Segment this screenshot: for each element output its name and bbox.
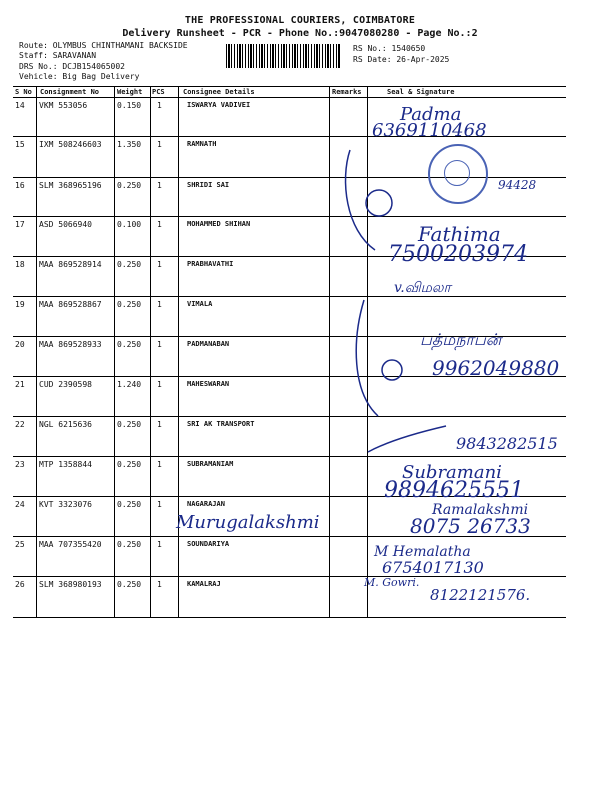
- handwritten-text: Ramalakshmi: [432, 502, 529, 518]
- cell-pcs: 1: [157, 220, 162, 229]
- col-remarks: Remarks: [332, 88, 362, 96]
- signature-stroke: [366, 190, 392, 216]
- cell-weight: 0.250: [117, 260, 142, 269]
- col-consignment: Consignment No: [40, 88, 100, 96]
- cell-weight: 0.150: [117, 101, 142, 110]
- cell-pcs: 1: [157, 300, 162, 309]
- cell-consignee: RAMNATH: [187, 140, 217, 148]
- handwritten-text: 8075 26733: [410, 514, 531, 538]
- cell-cno: NGL 6215636: [39, 420, 92, 429]
- cell-consignee: MAHESWARAN: [187, 380, 230, 388]
- company-title: THE PROFESSIONAL COURIERS, COIMBATORE: [184, 15, 416, 26]
- cell-weight: 0.250: [117, 420, 142, 429]
- cell-sno: 22: [15, 420, 25, 429]
- cell-sno: 16: [15, 181, 25, 190]
- handwritten-text: 8122121576.: [430, 586, 531, 604]
- cell-cno: MAA 707355420: [39, 540, 102, 549]
- drs-label: DRS No.: DCJB154065002: [19, 62, 125, 71]
- cell-consignee: SUBRAMANIAM: [187, 460, 234, 468]
- cell-cno: MAA 869528867: [39, 300, 102, 309]
- cell-pcs: 1: [157, 580, 162, 589]
- cell-weight: 1.350: [117, 140, 142, 149]
- cell-pcs: 1: [157, 101, 162, 110]
- cell-cno: KVT 3323076: [39, 500, 92, 509]
- staff-label: Staff: SARAVANAN: [19, 51, 97, 60]
- cell-weight: 0.250: [117, 500, 142, 509]
- signature-stroke: [382, 360, 402, 380]
- handwritten-text: பத்மநாபன்: [420, 330, 502, 349]
- cell-sno: 24: [15, 500, 25, 509]
- col-sno: S No: [15, 88, 32, 96]
- cell-consignee: SHRIDI SAI: [187, 181, 230, 189]
- signature-stroke: [356, 300, 378, 416]
- cell-cno: IXM 508246603: [39, 140, 102, 149]
- cell-consignee: VIMALA: [187, 300, 213, 308]
- cell-consignee: NAGARAJAN: [187, 500, 225, 508]
- cell-pcs: 1: [157, 140, 162, 149]
- cell-sno: 21: [15, 380, 25, 389]
- signature-stroke: [368, 426, 446, 452]
- cell-cno: SLM 368965196: [39, 181, 102, 190]
- cell-pcs: 1: [157, 460, 162, 469]
- cell-cno: MTP 1358844: [39, 460, 92, 469]
- cell-weight: 1.240: [117, 380, 142, 389]
- handwritten-text: Fathima: [418, 222, 501, 246]
- col-signature: Seal & Signature: [387, 88, 455, 96]
- cell-cno: SLM 368980193: [39, 580, 102, 589]
- cell-pcs: 1: [157, 380, 162, 389]
- cell-sno: 23: [15, 460, 25, 469]
- handwritten-text: 9894625551: [384, 478, 524, 503]
- cell-consignee: SRI AK TRANSPORT: [187, 420, 255, 428]
- cell-consignee: PRABHAVATHI: [187, 260, 234, 268]
- cell-sno: 25: [15, 540, 25, 549]
- handwritten-text: 6369110468: [372, 120, 487, 141]
- handwritten-text: 9843282515: [456, 434, 558, 453]
- cell-weight: 0.250: [117, 340, 142, 349]
- handwritten-text: 9962049880: [432, 356, 560, 380]
- route-label: Route: OLYMBUS CHINTHAMANI BACKSIDE: [19, 41, 188, 50]
- cell-pcs: 1: [157, 540, 162, 549]
- cell-sno: 15: [15, 140, 25, 149]
- runsheet-title: Delivery Runsheet - PCR - Phone No.:9047080280 - Page No.:2: [122, 28, 478, 39]
- rs-number: RS No.: 1540650: [353, 44, 426, 53]
- col-pcs: PCS: [152, 88, 165, 96]
- handwritten-text: 7500203974: [388, 242, 528, 267]
- handwritten-text: 6754017130: [382, 558, 484, 577]
- handwritten-text: Subramani: [402, 462, 502, 483]
- handwritten-text: M Hemalatha: [374, 544, 471, 560]
- cell-weight: 0.250: [117, 540, 142, 549]
- cell-consignee: MOHAMMED SHIHAN: [187, 220, 251, 228]
- cell-pcs: 1: [157, 420, 162, 429]
- cell-pcs: 1: [157, 260, 162, 269]
- cell-cno: ASD 5066940: [39, 220, 92, 229]
- cell-weight: 0.250: [117, 300, 142, 309]
- handwritten-text: v.விமலா: [394, 280, 451, 296]
- cell-cno: CUD 2390598: [39, 380, 92, 389]
- cell-weight: 0.250: [117, 181, 142, 190]
- cell-cno: MAA 869528933: [39, 340, 102, 349]
- cell-consignee: SOUNDARIYA: [187, 540, 230, 548]
- cell-consignee: PADMANABAN: [187, 340, 230, 348]
- cell-weight: 0.100: [117, 220, 142, 229]
- cell-pcs: 1: [157, 500, 162, 509]
- cell-consignee: ISWARYA VADIVEI: [187, 101, 251, 109]
- handwritten-text: Murugalakshmi: [176, 512, 320, 533]
- cell-weight: 0.250: [117, 460, 142, 469]
- cell-cno: VKM 553056: [39, 101, 88, 110]
- rs-date: RS Date: 26-Apr-2025: [353, 55, 450, 64]
- cell-consignee: KAMALRAJ: [187, 580, 221, 588]
- cell-sno: 26: [15, 580, 25, 589]
- col-weight: Weight: [117, 88, 143, 96]
- cell-sno: 14: [15, 101, 25, 110]
- cell-pcs: 1: [157, 340, 162, 349]
- handwritten-text: M. Gowri.: [364, 576, 420, 589]
- handwritten-text: 94428: [498, 178, 537, 192]
- cell-weight: 0.250: [117, 580, 142, 589]
- signature-stroke: [346, 150, 375, 250]
- cell-pcs: 1: [157, 181, 162, 190]
- cell-sno: 18: [15, 260, 25, 269]
- col-consignee: Consignee Details: [183, 88, 255, 96]
- vehicle-label: Vehicle: Big Bag Delivery: [19, 72, 140, 81]
- cell-sno: 20: [15, 340, 25, 349]
- handwritten-text: Padma: [400, 104, 462, 125]
- cell-sno: 19: [15, 300, 25, 309]
- cell-sno: 17: [15, 220, 25, 229]
- cell-cno: MAA 869528914: [39, 260, 102, 269]
